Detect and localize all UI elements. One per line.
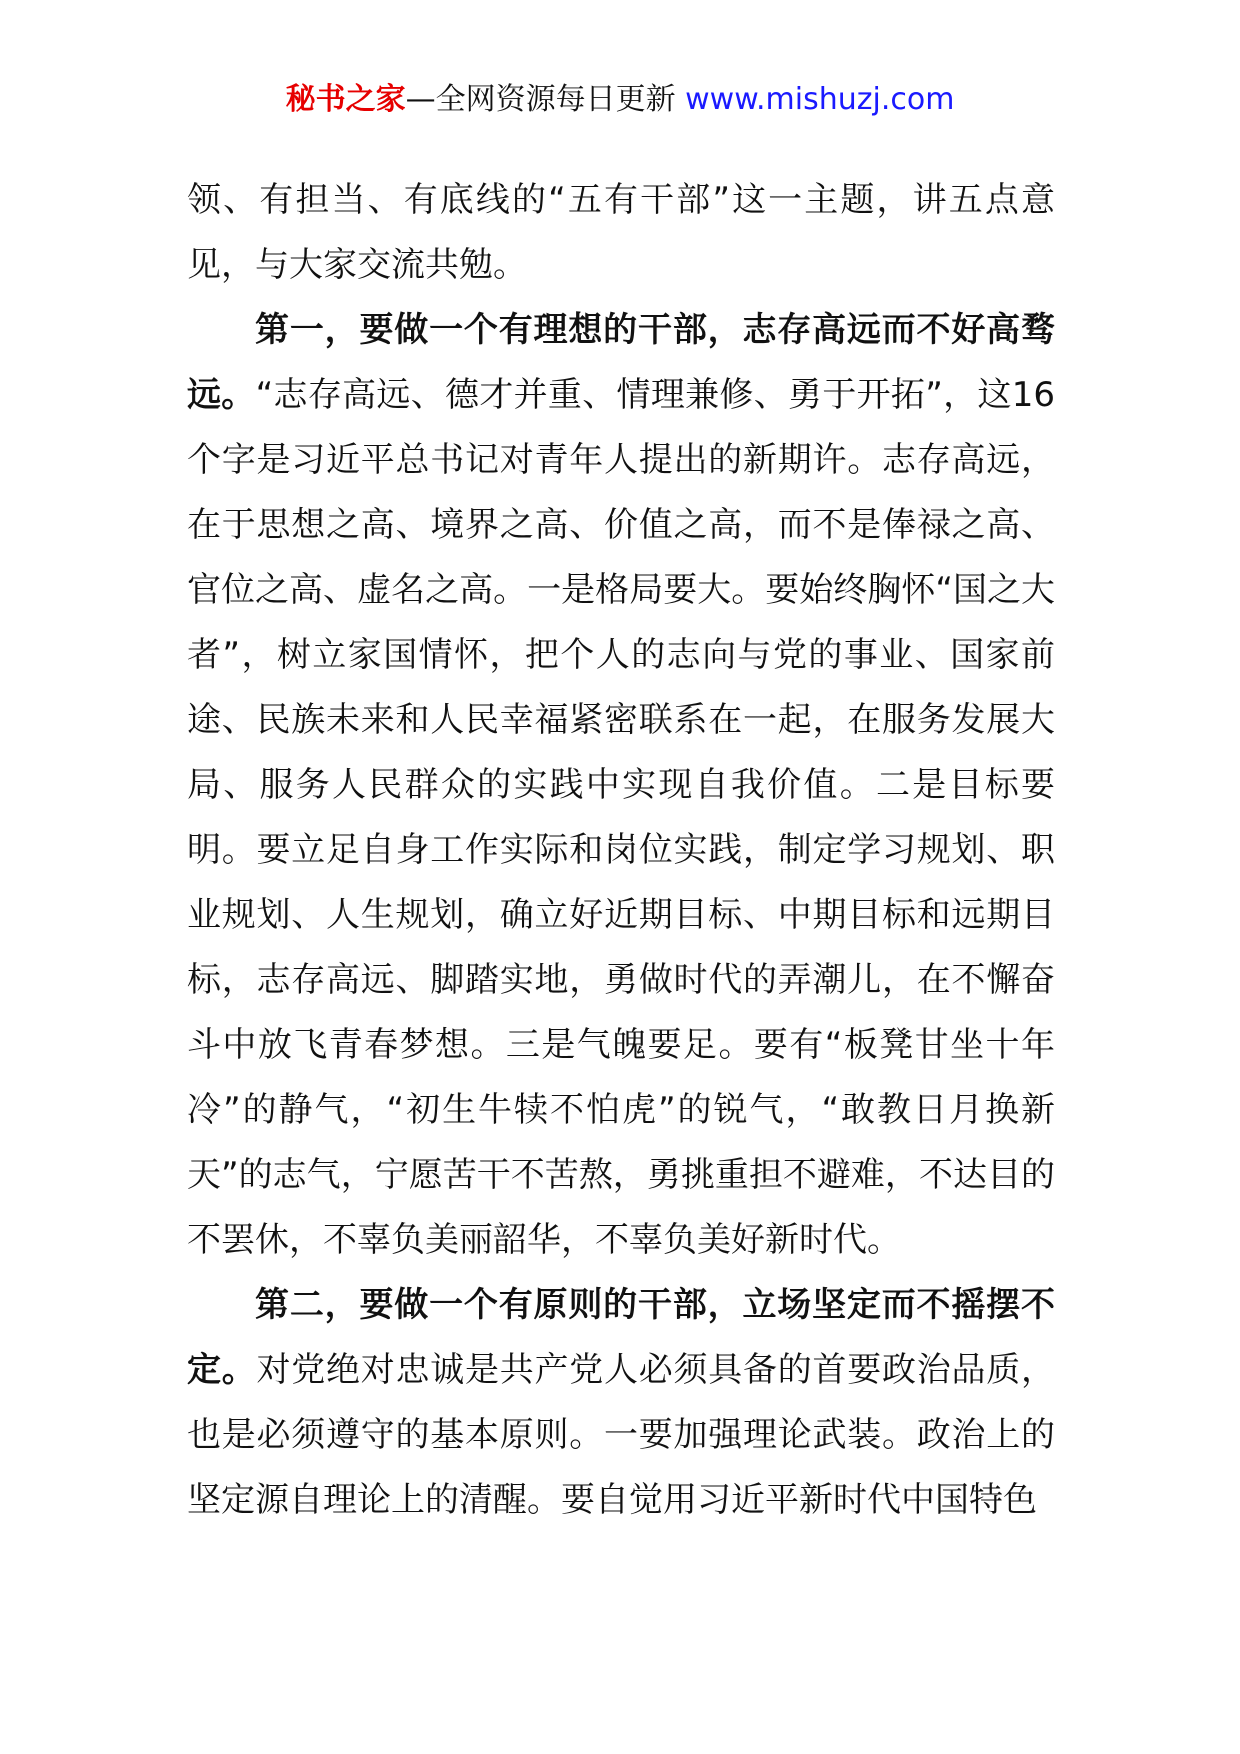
- document-body: [187, 168, 1055, 1533]
- paragraph-3: [187, 1273, 1055, 1533]
- page-header: [0, 78, 1240, 122]
- paragraph-1: [187, 168, 1055, 298]
- paragraph-lead: 第一，要做一个有理想的干部，志存高远而不好高骛远。: [187, 310, 1055, 415]
- brand-name: 秘书之家: [285, 82, 406, 117]
- paragraph-2: [187, 298, 1055, 1273]
- site-url: www.mishuzj.com: [685, 82, 955, 117]
- header-tagline: —全网资源每日更新: [405, 82, 686, 117]
- paragraph-text: “志存高远、德才并重、情理兼修、勇于开拓”，这16个字是习近平总书记对青年人提出的新期许。志存高远，在于思想之高、境界之高、价值之高，而不是俸禄之高、官位之高、虚名之高。一是格局要大。要始终胸怀“国之大者”，树立家国情怀，把个人的志向与党的事业、国家前途、民族未来和人民幸福紧密联系在一起，在服务发展大局、服务人民群众的实践中实现自我价值。二是目标要明。要立足自身工作实际和岗位实践，制定学习规划、职业规划、人生规划，确立好近期目标、中期目标和远期目标，志存高远、脚踏实地，勇做时代的弄潮儿，在不懈奋斗中放飞青春梦想。三是气魄要足。要有“板凳甘坐十年冷”的静气，“初生牛犊不怕虎”的锐气，“敢教日月换新天”的志气，宁愿苦干不苦熬，勇挑重担不避难，不达目的不罢休，不辜负美丽韶华，不辜负美好新时代。: [187, 375, 1055, 1260]
- paragraph-text: 对党绝对忠诚是共产党人必须具备的首要政治品质，也是必须遵守的基本原则。一要加强理论武装。政治上的坚定源自理论上的清醒。要自觉用习近平新时代中国特色: [187, 1350, 1055, 1520]
- paragraph-text: 领、有担当、有底线的“五有干部”这一主题，讲五点意见，与大家交流共勉。: [187, 180, 1055, 285]
- paragraph-lead: 第二，要做一个有原则的干部，立场坚定而不摇摆不定。: [187, 1285, 1055, 1390]
